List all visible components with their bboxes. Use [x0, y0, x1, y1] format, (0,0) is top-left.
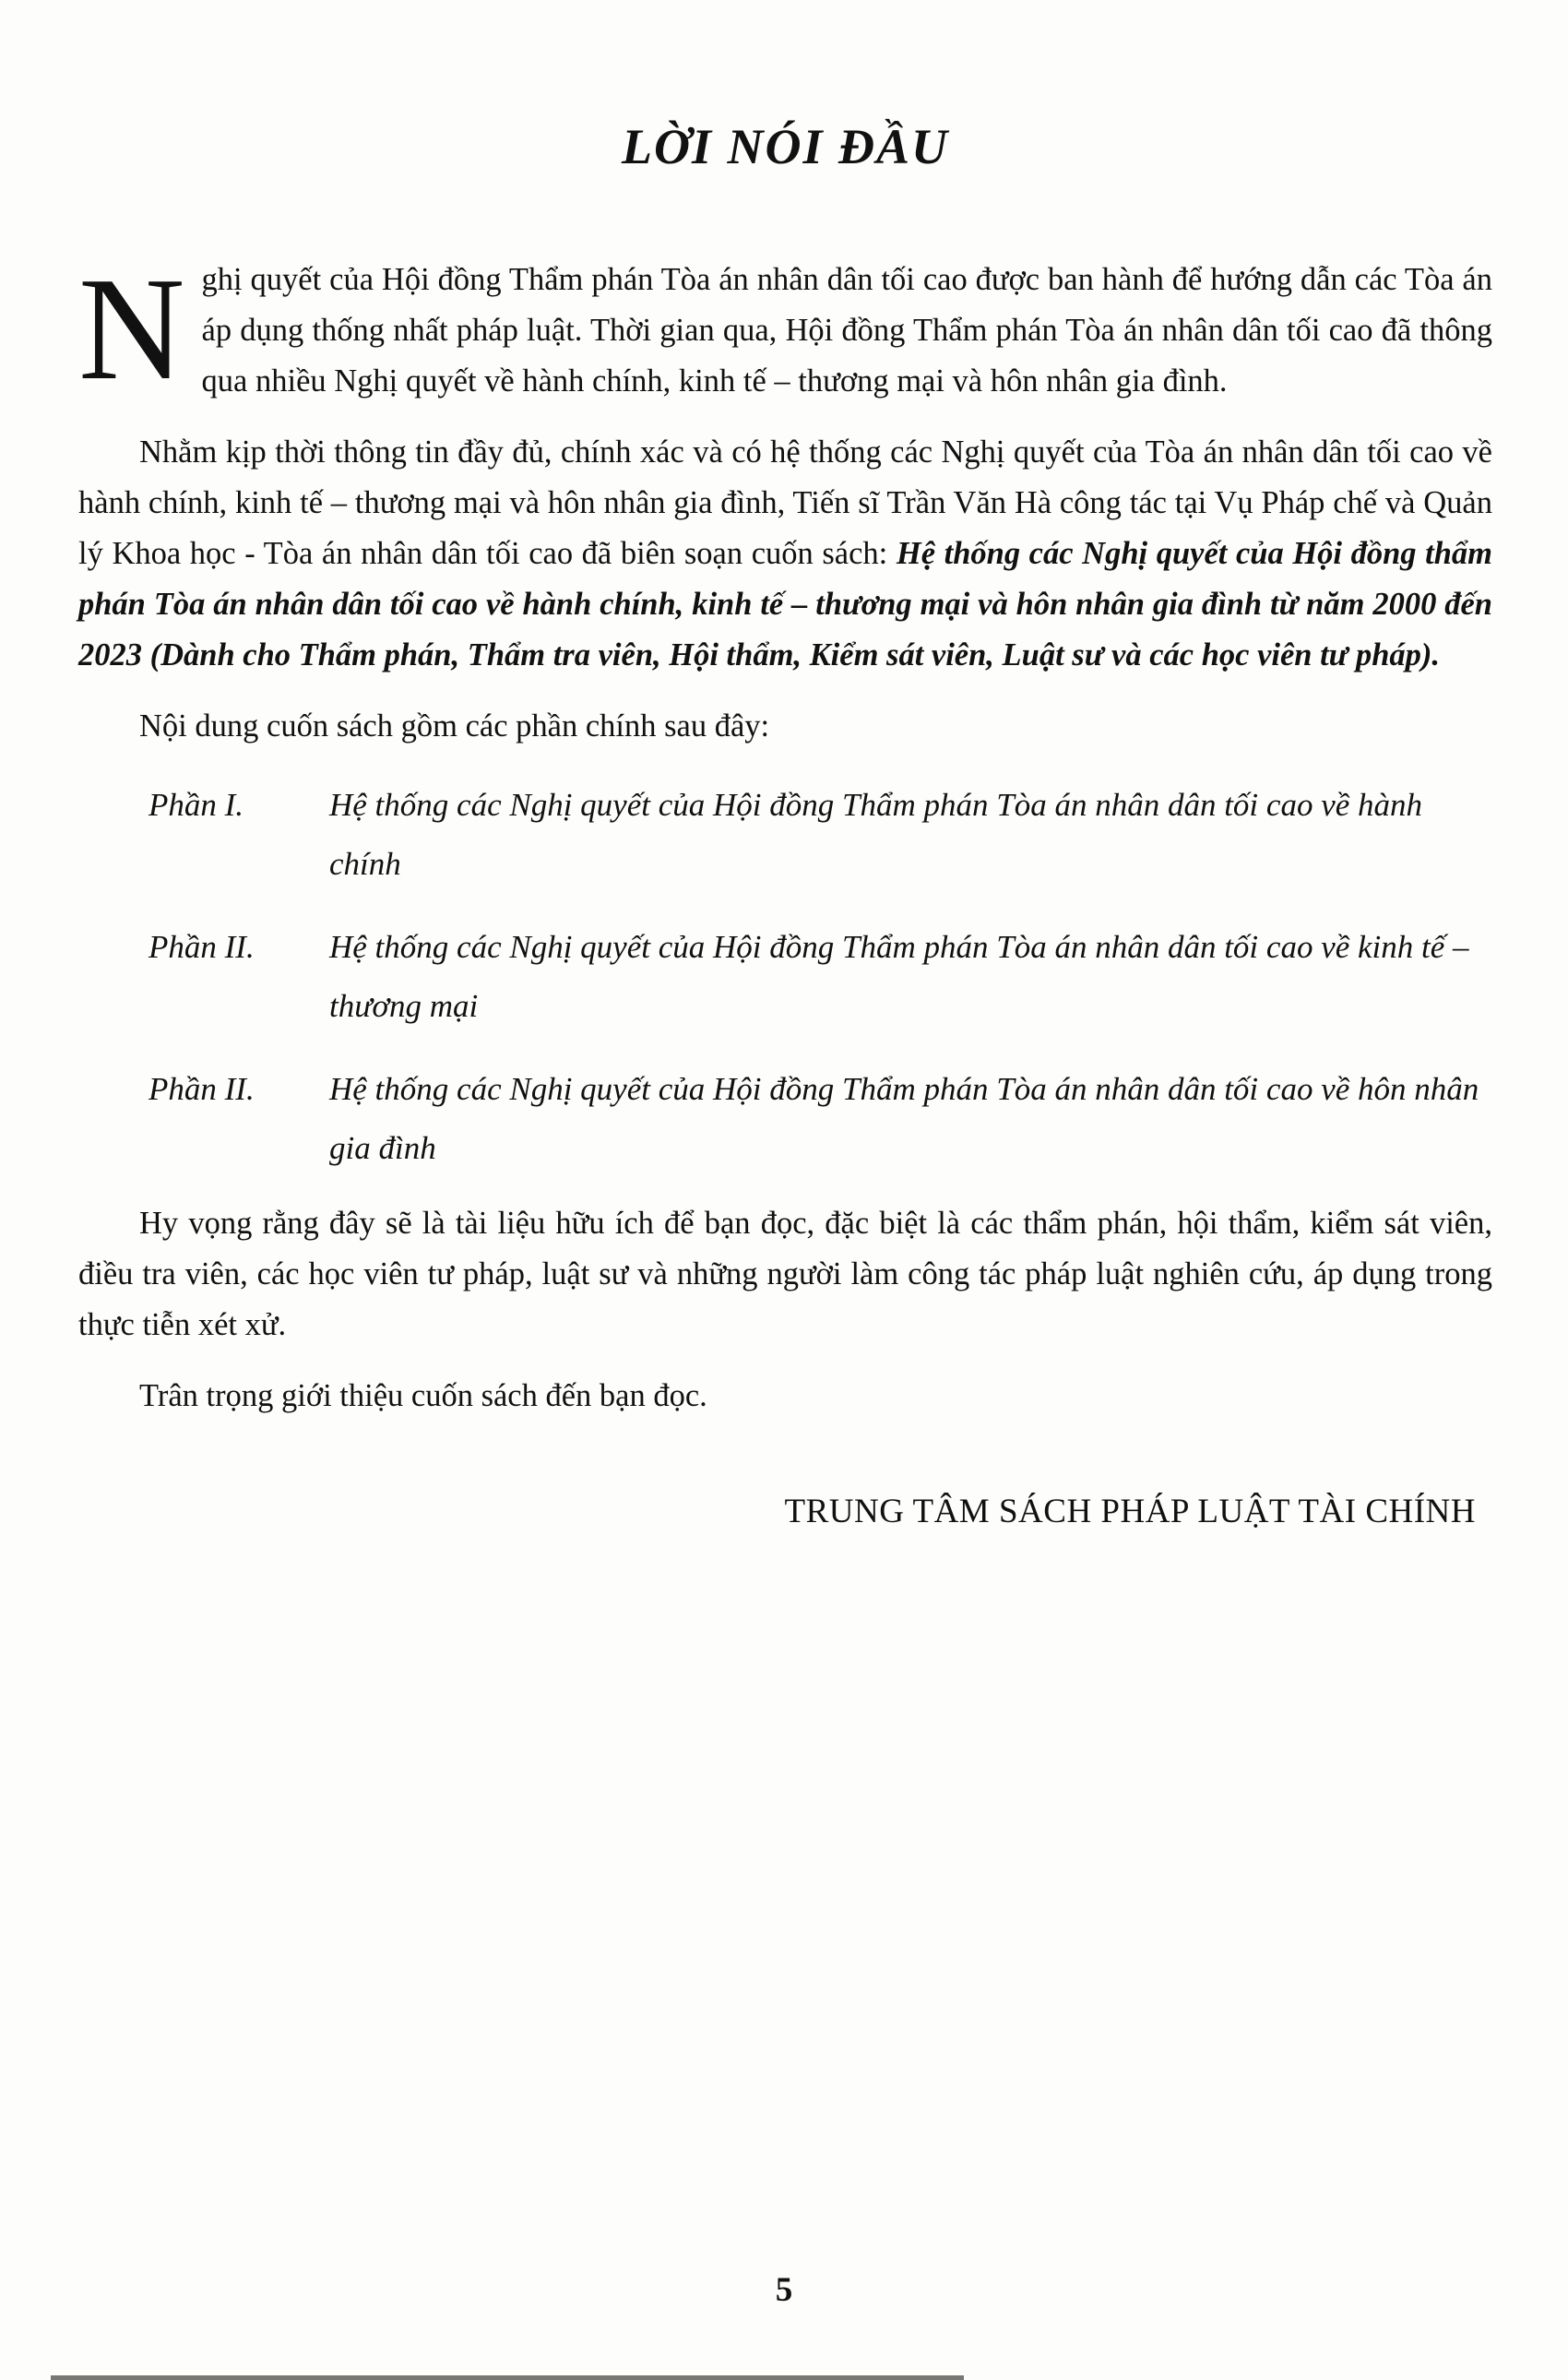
table-of-contents — [78, 776, 1492, 1178]
toc-item-label: Phần I. — [148, 787, 244, 823]
publisher-signature: TRUNG TÂM SÁCH PHÁP LUẬT TÀI CHÍNH — [784, 1493, 1476, 1530]
toc-item-part-2 — [78, 918, 1492, 1036]
paragraph-contents-lead: Nội dung cuốn sách gồm các phần chính sau đây: — [139, 708, 770, 744]
book-title-text: Hệ thống các Nghị quyết của Hội đồng thẩm phán Tòa án nhân dân tối cao về hành chính, kinh tế – thương mại và hôn nhân gia đình từ năm 2000 đến 2023 (Dành cho Thẩm phán, Thẩm tra viên, Hội thẩm, Kiểm sát viên, Luật sư và các học viên tư pháp). — [78, 536, 1492, 672]
scan-artifact — [51, 2375, 964, 2380]
paragraph-intro — [78, 246, 1492, 411]
toc-item-part-3 — [78, 1060, 1492, 1178]
page-content — [78, 0, 1492, 1531]
toc-item-label: Phần II. — [148, 929, 255, 965]
page-number: 5 — [775, 2271, 793, 2309]
toc-item-text: Hệ thống các Nghị quyết của Hội đồng Thẩm phán Tòa án nhân dân tối cao về hành chính — [329, 787, 1423, 882]
paragraph-book-presentation-text: Nhằm kịp thời thông tin đầy đủ, chính xác và có hệ thống các Nghị quyết của Tòa án nhân dân tối cao về hành chính, kinh tế – thương mại và hôn nhân gia đình, Tiến sĩ Trần Văn Hà công tác tại Vụ Pháp chế và Quản lý Khoa học - Tòa án nhân dân tối cao đã biên soạn cuốn sách: — [78, 434, 1492, 571]
toc-item-text: Hệ thống các Nghị quyết của Hội đồng Thẩm phán Tòa án nhân dân tối cao về kinh tế – thương mại — [329, 929, 1469, 1024]
paragraph-closing: Trân trọng giới thiệu cuốn sách đến bạn đọc. — [139, 1378, 707, 1413]
toc-item-text: Hệ thống các Nghị quyết của Hội đồng Thẩm phán Tòa án nhân dân tối cao về hôn nhân gia đình — [329, 1071, 1479, 1166]
dropcap-letter: N — [78, 246, 185, 411]
toc-item-part-1 — [78, 776, 1492, 894]
paragraph-hope: Hy vọng rằng đây sẽ là tài liệu hữu ích để bạn đọc, đặc biệt là các thẩm phán, hội thẩm, kiểm sát viên, điều tra viên, các học viên tư pháp, luật sư và những người làm công tác pháp luật nghiên cứu, áp dụng trong thực tiễn xét xử. — [78, 1206, 1492, 1342]
page-title: LỜI NÓI ĐẦU — [621, 119, 950, 174]
paragraph-book-presentation — [78, 427, 1492, 681]
toc-item-label: Phần II. — [148, 1071, 255, 1107]
paragraph-intro-text: ghị quyết của Hội đồng Thẩm phán Tòa án nhân dân tối cao được ban hành để hướng dẫn các Tòa án áp dụng thống nhất pháp luật. Thời gian qua, Hội đồng Thẩm phán Tòa án nhân dân tối cao đã thông qua nhiều Nghị quyết về hành chính, kinh tế – thương mại và hôn nhân gia đình. — [201, 262, 1492, 399]
